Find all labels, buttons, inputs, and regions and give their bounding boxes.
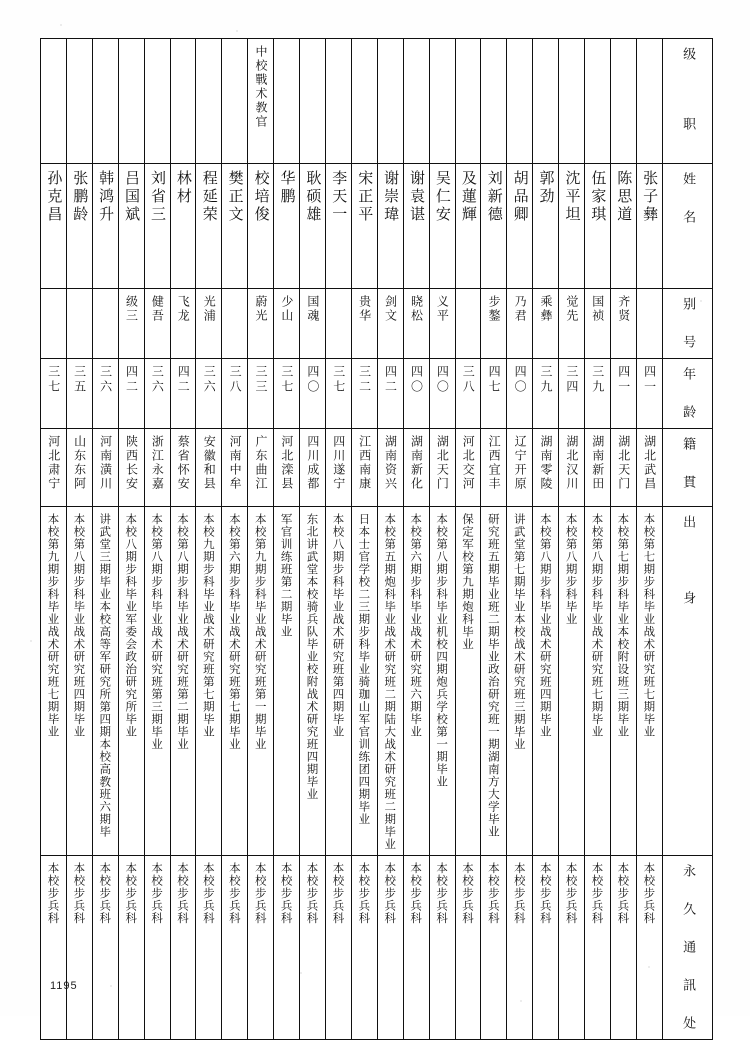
- cell-name-7: 及蓮輝: [455, 164, 481, 289]
- cell-origin-8: 湖北天门: [429, 429, 455, 507]
- cell-origin-13: 四川成都: [300, 429, 326, 507]
- cell-address-0: 本校步兵科: [636, 855, 662, 1039]
- cell-age-7: 三八: [455, 359, 481, 429]
- paper-speck: [236, 30, 238, 32]
- cell-background-11: 日本士官学校二三期步科毕业骑珈山军官训练团四期毕业: [351, 507, 377, 856]
- cell-age-0: 四一: [636, 359, 662, 429]
- cell-address-10: 本校步兵科: [377, 855, 403, 1039]
- paper-speck: [30, 640, 32, 642]
- cell-background-17: 本校九期步科毕业战术研究班第七期毕业: [196, 507, 222, 856]
- cell-alias-23: [41, 289, 67, 359]
- cell-address-19: 本校步兵科: [144, 855, 170, 1039]
- cell-age-13: 四〇: [300, 359, 326, 429]
- cell-alias-21: [92, 289, 118, 359]
- cell-alias-0: [636, 289, 662, 359]
- cell-name-14: 华鹏: [274, 164, 300, 289]
- cell-address-9: 本校步兵科: [403, 855, 429, 1039]
- cell-address-7: 本校步兵科: [455, 855, 481, 1039]
- paper-speck: [300, 972, 302, 974]
- cell-origin-9: 湖南新化: [403, 429, 429, 507]
- cell-alias-9: 晓松: [403, 289, 429, 359]
- cell-background-20: 本校八期步科毕业军委会政治研究所毕业: [118, 507, 144, 856]
- cell-alias-20: 级三: [118, 289, 144, 359]
- cell-rank-19: [144, 39, 170, 164]
- cell-origin-19: 浙江永嘉: [144, 429, 170, 507]
- cell-name-16: 樊正文: [222, 164, 248, 289]
- cell-name-5: 胡品卿: [507, 164, 533, 289]
- column-header-background: 出 身: [662, 507, 712, 856]
- cell-origin-7: 河北交河: [455, 429, 481, 507]
- cell-address-2: 本校步兵科: [585, 855, 611, 1039]
- cell-origin-17: 安徽和县: [196, 429, 222, 507]
- cell-age-8: 四〇: [429, 359, 455, 429]
- cell-address-4: 本校步兵科: [533, 855, 559, 1039]
- table-row: [41, 429, 713, 507]
- cell-name-8: 吴仁安: [429, 164, 455, 289]
- cell-alias-11: 贵华: [351, 289, 377, 359]
- cell-address-11: 本校步兵科: [351, 855, 377, 1039]
- cell-background-8: 本校第八期步科毕业机校四期炮兵学校第一期毕业: [429, 507, 455, 856]
- cell-address-1: 本校步兵科: [610, 855, 636, 1039]
- cell-name-12: 李天一: [325, 164, 351, 289]
- cell-origin-11: 江西南康: [351, 429, 377, 507]
- cell-alias-4: 乘彝: [533, 289, 559, 359]
- cell-background-4: 本校第八期步科毕业战术研究班四期毕业: [533, 507, 559, 856]
- cell-alias-22: [66, 289, 92, 359]
- cell-address-5: 本校步兵科: [507, 855, 533, 1039]
- cell-rank-5: [507, 39, 533, 164]
- cell-origin-1: 湖北天门: [610, 429, 636, 507]
- paper-speck: [60, 24, 62, 26]
- cell-age-15: 三三: [248, 359, 274, 429]
- cell-rank-10: [377, 39, 403, 164]
- cell-background-19: 本校第八期步科毕业战术研究班第三期毕业: [144, 507, 170, 856]
- cell-name-3: 沈平坦: [559, 164, 585, 289]
- cell-address-16: 本校步兵科: [222, 855, 248, 1039]
- paper-speck: [110, 985, 112, 987]
- cell-rank-18: [170, 39, 196, 164]
- cell-age-6: 四七: [481, 359, 507, 429]
- cell-age-4: 三九: [533, 359, 559, 429]
- cell-rank-9: [403, 39, 429, 164]
- cell-background-2: 本校第八期步科毕业战术研究班七期毕业: [585, 507, 611, 856]
- column-header-alias: 别 号: [662, 289, 712, 359]
- cell-name-10: 谢崇瑋: [377, 164, 403, 289]
- cell-origin-16: 河南中牟: [222, 429, 248, 507]
- cell-rank-11: [351, 39, 377, 164]
- cell-origin-18: 蔡省怀安: [170, 429, 196, 507]
- cell-rank-14: [274, 39, 300, 164]
- cell-background-10: 本校第五期炮科毕业战术研究班二期陆大战术研究班二期毕业: [377, 507, 403, 856]
- cell-address-6: 本校步兵科: [481, 855, 507, 1039]
- cell-address-18: 本校步兵科: [170, 855, 196, 1039]
- paper-speck: [648, 966, 650, 968]
- column-header-origin: 籍 貫: [662, 429, 712, 507]
- table-row: [41, 39, 713, 164]
- cell-age-12: 三七: [325, 359, 351, 429]
- paper-speck: [520, 1000, 522, 1002]
- cell-background-14: 军官训练班第二期毕业: [274, 507, 300, 856]
- cell-background-0: 本校第七期步科毕业战术研究班七期毕业: [636, 507, 662, 856]
- table-row: [41, 855, 713, 1039]
- cell-background-3: 本校第八期步科毕业: [559, 507, 585, 856]
- cell-origin-21: 河南潢川: [92, 429, 118, 507]
- cell-address-20: 本校步兵科: [118, 855, 144, 1039]
- cell-rank-1: [610, 39, 636, 164]
- cell-name-21: 韩鸿升: [92, 164, 118, 289]
- cell-name-22: 张鹏龄: [66, 164, 92, 289]
- cell-rank-2: [585, 39, 611, 164]
- cell-age-14: 三七: [274, 359, 300, 429]
- cell-alias-7: [455, 289, 481, 359]
- cell-rank-20: [118, 39, 144, 164]
- column-header-age: 年 龄: [662, 359, 712, 429]
- cell-address-17: 本校步兵科: [196, 855, 222, 1039]
- cell-address-23: 本校步兵科: [41, 855, 67, 1039]
- cell-background-15: 本校第九期步科毕业战术研究班第一期毕业: [248, 507, 274, 856]
- roster-table: [40, 38, 713, 1040]
- cell-address-14: 本校步兵科: [274, 855, 300, 1039]
- cell-alias-18: 飞龙: [170, 289, 196, 359]
- cell-alias-17: 光浦: [196, 289, 222, 359]
- cell-background-13: 东北讲武堂本校骑兵队毕业校附战术研究班四期毕业: [300, 507, 326, 856]
- cell-age-23: 三七: [41, 359, 67, 429]
- cell-alias-16: [222, 289, 248, 359]
- cell-origin-2: 湖南新田: [585, 429, 611, 507]
- paper-speck: [700, 300, 702, 302]
- cell-rank-22: [66, 39, 92, 164]
- cell-background-7: 保定军校第九期炮科毕业: [455, 507, 481, 856]
- table-row: [41, 289, 713, 359]
- cell-rank-13: [300, 39, 326, 164]
- cell-age-21: 三六: [92, 359, 118, 429]
- cell-alias-19: 健吾: [144, 289, 170, 359]
- cell-alias-5: 乃君: [507, 289, 533, 359]
- cell-rank-12: [325, 39, 351, 164]
- cell-age-17: 三六: [196, 359, 222, 429]
- cell-rank-7: [455, 39, 481, 164]
- cell-age-2: 三九: [585, 359, 611, 429]
- cell-background-16: 本校第六期步科毕业战术研究班第七期毕业: [222, 507, 248, 856]
- cell-origin-23: 河北肃宁: [41, 429, 67, 507]
- cell-origin-22: 山东东阿: [66, 429, 92, 507]
- cell-background-6: 研究班五期毕业班二期毕业政治研究班一期湖南方大学毕业: [481, 507, 507, 856]
- cell-address-21: 本校步兵科: [92, 855, 118, 1039]
- cell-name-23: 孙克昌: [41, 164, 67, 289]
- cell-rank-17: [196, 39, 222, 164]
- cell-age-22: 三五: [66, 359, 92, 429]
- cell-name-15: 校培俊: [248, 164, 274, 289]
- cell-alias-13: 国魂: [300, 289, 326, 359]
- cell-background-9: 本校第六期步科毕业战术研究班六期毕业: [403, 507, 429, 856]
- cell-rank-21: [92, 39, 118, 164]
- cell-background-12: 本校八期步科毕业战术研究班第四期毕业: [325, 507, 351, 856]
- cell-rank-4: [533, 39, 559, 164]
- table-row: [41, 507, 713, 856]
- cell-background-21: 讲武堂三期毕业本校高等军研究所第四期本校高教班六期毕: [92, 507, 118, 856]
- cell-rank-23: [41, 39, 67, 164]
- cell-background-1: 本校第七期步科毕业本校附设班三期毕业: [610, 507, 636, 856]
- cell-rank-3: [559, 39, 585, 164]
- cell-age-9: 四〇: [403, 359, 429, 429]
- cell-origin-0: 湖北武昌: [636, 429, 662, 507]
- cell-address-12: 本校步兵科: [325, 855, 351, 1039]
- cell-origin-5: 辽宁开原: [507, 429, 533, 507]
- cell-name-1: 陈思道: [610, 164, 636, 289]
- cell-alias-6: 步鏊: [481, 289, 507, 359]
- cell-address-13: 本校步兵科: [300, 855, 326, 1039]
- table-row: [41, 164, 713, 289]
- cell-age-19: 三六: [144, 359, 170, 429]
- cell-rank-0: [636, 39, 662, 164]
- cell-address-8: 本校步兵科: [429, 855, 455, 1039]
- cell-rank-15: 中校戰术教官: [248, 39, 274, 164]
- cell-name-20: 吕国斌: [118, 164, 144, 289]
- cell-origin-10: 湖南资兴: [377, 429, 403, 507]
- cell-rank-16: [222, 39, 248, 164]
- cell-age-1: 四一: [610, 359, 636, 429]
- table-row: [41, 359, 713, 429]
- page-number: 1195: [50, 980, 78, 992]
- column-header-rank: 级 职: [662, 39, 712, 164]
- cell-alias-10: 剑文: [377, 289, 403, 359]
- cell-age-5: 四〇: [507, 359, 533, 429]
- cell-origin-6: 江西宜丰: [481, 429, 507, 507]
- cell-origin-14: 河北滦县: [274, 429, 300, 507]
- cell-origin-20: 陕西长安: [118, 429, 144, 507]
- cell-background-18: 本校第八期步科毕业战术研究班第二期毕业: [170, 507, 196, 856]
- cell-age-10: 四二: [377, 359, 403, 429]
- cell-name-6: 刘新德: [481, 164, 507, 289]
- cell-name-13: 耿硕雄: [300, 164, 326, 289]
- cell-age-18: 四二: [170, 359, 196, 429]
- cell-rank-6: [481, 39, 507, 164]
- cell-background-23: 本校第九期步科毕业战术研究班七期毕业: [41, 507, 67, 856]
- cell-alias-14: 少山: [274, 289, 300, 359]
- cell-age-11: 三二: [351, 359, 377, 429]
- cell-name-11: 宋正平: [351, 164, 377, 289]
- cell-rank-8: [429, 39, 455, 164]
- cell-address-3: 本校步兵科: [559, 855, 585, 1039]
- cell-background-5: 讲武堂第七期毕业本校战术研究班三期毕业: [507, 507, 533, 856]
- cell-address-15: 本校步兵科: [248, 855, 274, 1039]
- cell-name-18: 林材: [170, 164, 196, 289]
- column-header-address: 永 久 通 訊 处: [662, 855, 712, 1039]
- cell-origin-4: 湖南零陵: [533, 429, 559, 507]
- cell-age-3: 三四: [559, 359, 585, 429]
- cell-age-20: 四二: [118, 359, 144, 429]
- cell-origin-15: 广东曲江: [248, 429, 274, 507]
- cell-name-19: 刘省三: [144, 164, 170, 289]
- cell-name-4: 郭劲: [533, 164, 559, 289]
- cell-address-22: 本校步兵科: [66, 855, 92, 1039]
- cell-alias-15: 蔚光: [248, 289, 274, 359]
- cell-origin-3: 湖北汉川: [559, 429, 585, 507]
- cell-alias-8: 义平: [429, 289, 455, 359]
- cell-origin-12: 四川遂宁: [325, 429, 351, 507]
- cell-name-0: 张子彝: [636, 164, 662, 289]
- cell-name-9: 谢袁谌: [403, 164, 429, 289]
- cell-alias-1: 齐贤: [610, 289, 636, 359]
- cell-alias-2: 国祯: [585, 289, 611, 359]
- cell-name-17: 程延荣: [196, 164, 222, 289]
- column-header-name: 姓 名: [662, 164, 712, 289]
- cell-alias-12: [325, 289, 351, 359]
- cell-background-22: 本校第八期步科毕业战术研究班四期毕业: [66, 507, 92, 856]
- cell-age-16: 三八: [222, 359, 248, 429]
- cell-alias-3: 觉先: [559, 289, 585, 359]
- cell-name-2: 伍家琪: [585, 164, 611, 289]
